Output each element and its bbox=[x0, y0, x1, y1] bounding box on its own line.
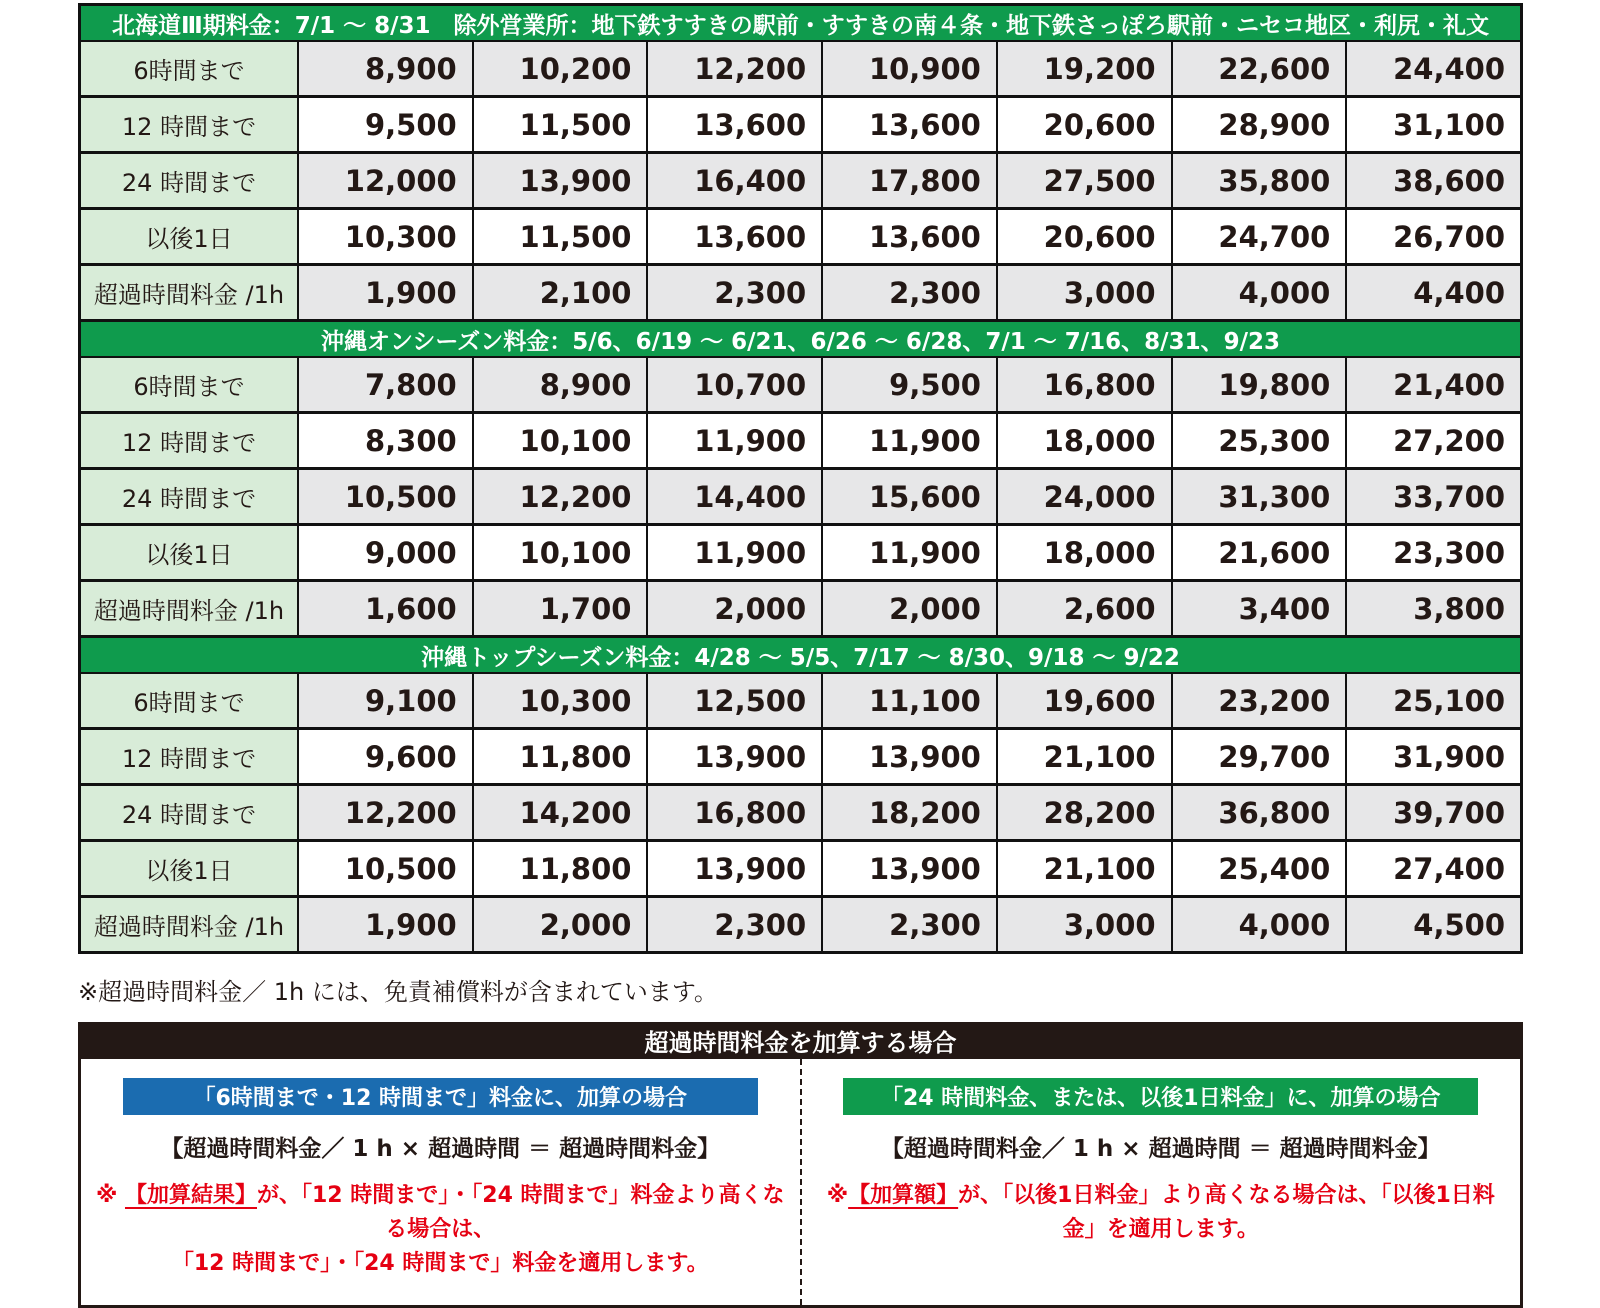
row-label: 超過時間料金 /1h bbox=[81, 582, 299, 635]
calc-panel-short-rental bbox=[81, 1059, 802, 1305]
row-label: 6時間まで bbox=[81, 674, 299, 727]
row-label: 6時間まで bbox=[81, 358, 299, 411]
price-cell: 14,400 bbox=[648, 470, 823, 523]
price-cell: 14,200 bbox=[474, 786, 649, 839]
calc-left-note-rest: が、「12 時間まで」・「24 時間まで」料金より高くなる場合は、 bbox=[257, 1183, 785, 1243]
table-row bbox=[81, 842, 1520, 898]
price-cell: 23,300 bbox=[1347, 526, 1520, 579]
price-cell: 16,400 bbox=[648, 154, 823, 207]
section-header: 沖縄オンシーズン料金：5/6、6/19 ～ 6/21、6/26 ～ 6/28、7/1 ～ 7/16、8/31、9/23 bbox=[81, 322, 1520, 358]
price-cell: 21,400 bbox=[1347, 358, 1520, 411]
price-cell: 2,300 bbox=[823, 266, 998, 319]
price-cell: 4,000 bbox=[1173, 266, 1348, 319]
price-cell: 9,100 bbox=[299, 674, 474, 727]
price-cell: 10,900 bbox=[823, 42, 998, 95]
calc-right-note-rest: が、「以後1日料金」より高くなる場合は、「以後1日料金」を適用します。 bbox=[958, 1183, 1495, 1243]
row-label: 24 時間まで bbox=[81, 786, 299, 839]
price-cell: 13,900 bbox=[648, 730, 823, 783]
price-cell: 13,900 bbox=[823, 842, 998, 895]
calc-left-header: 「6時間まで・12 時間まで」料金に、加算の場合 bbox=[123, 1078, 758, 1115]
price-cell: 7,800 bbox=[299, 358, 474, 411]
price-cell: 1,900 bbox=[299, 266, 474, 319]
table-row bbox=[81, 730, 1520, 786]
price-cell: 19,200 bbox=[998, 42, 1173, 95]
price-cell: 21,600 bbox=[1173, 526, 1348, 579]
price-cell: 3,000 bbox=[998, 266, 1173, 319]
calc-left-note-underlined: 【加算結果】 bbox=[124, 1183, 257, 1208]
calc-right-note bbox=[812, 1179, 1511, 1247]
row-label: 超過時間料金 /1h bbox=[81, 898, 299, 951]
price-cell: 8,900 bbox=[299, 42, 474, 95]
row-label: 以後1日 bbox=[81, 842, 299, 895]
price-cell: 25,300 bbox=[1173, 414, 1348, 467]
table-row bbox=[81, 414, 1520, 470]
price-cell: 27,500 bbox=[998, 154, 1173, 207]
price-cell: 11,800 bbox=[474, 842, 649, 895]
price-cell: 2,300 bbox=[648, 898, 823, 951]
row-label: 24 時間まで bbox=[81, 154, 299, 207]
price-cell: 1,700 bbox=[474, 582, 649, 635]
price-cell: 9,500 bbox=[299, 98, 474, 151]
table-row bbox=[81, 42, 1520, 98]
price-cell: 11,500 bbox=[474, 98, 649, 151]
price-cell: 13,900 bbox=[474, 154, 649, 207]
price-cell: 19,600 bbox=[998, 674, 1173, 727]
price-cell: 36,800 bbox=[1173, 786, 1348, 839]
price-cell: 20,600 bbox=[998, 98, 1173, 151]
price-cell: 4,000 bbox=[1173, 898, 1348, 951]
rate-sheet bbox=[78, 3, 1523, 1308]
price-cell: 2,000 bbox=[474, 898, 649, 951]
calc-left-note bbox=[91, 1179, 790, 1281]
price-cell: 12,000 bbox=[299, 154, 474, 207]
table-row bbox=[81, 582, 1520, 638]
table-row bbox=[81, 674, 1520, 730]
price-cell: 25,100 bbox=[1347, 674, 1520, 727]
price-cell: 9,600 bbox=[299, 730, 474, 783]
price-cell: 11,100 bbox=[823, 674, 998, 727]
price-cell: 13,900 bbox=[648, 842, 823, 895]
price-cell: 12,500 bbox=[648, 674, 823, 727]
table-row bbox=[81, 358, 1520, 414]
row-label: 24 時間まで bbox=[81, 470, 299, 523]
price-cell: 11,800 bbox=[474, 730, 649, 783]
price-cell: 18,000 bbox=[998, 414, 1173, 467]
price-cell: 1,900 bbox=[299, 898, 474, 951]
row-label: 6時間まで bbox=[81, 42, 299, 95]
table-row bbox=[81, 266, 1520, 322]
price-table bbox=[78, 3, 1523, 954]
price-cell: 24,700 bbox=[1173, 210, 1348, 263]
row-label: 以後1日 bbox=[81, 526, 299, 579]
price-cell: 18,200 bbox=[823, 786, 998, 839]
price-cell: 16,800 bbox=[648, 786, 823, 839]
table-row bbox=[81, 526, 1520, 582]
price-cell: 10,700 bbox=[648, 358, 823, 411]
calc-left-note-line2: 「12 時間まで」・「24 時間まで」料金を適用します。 bbox=[171, 1251, 709, 1277]
price-cell: 25,400 bbox=[1173, 842, 1348, 895]
price-cell: 31,300 bbox=[1173, 470, 1348, 523]
price-cell: 12,200 bbox=[648, 42, 823, 95]
price-cell: 2,600 bbox=[998, 582, 1173, 635]
price-cell: 24,000 bbox=[998, 470, 1173, 523]
price-cell: 21,100 bbox=[998, 842, 1173, 895]
calc-right-note-prefix: ※ bbox=[826, 1183, 849, 1208]
calc-left-formula: 【超過時間料金／ 1 h × 超過時間 ＝ 超過時間料金】 bbox=[160, 1136, 721, 1162]
price-cell: 39,700 bbox=[1347, 786, 1520, 839]
price-cell: 16,800 bbox=[998, 358, 1173, 411]
price-cell: 10,300 bbox=[474, 674, 649, 727]
price-cell: 4,500 bbox=[1347, 898, 1520, 951]
price-cell: 12,200 bbox=[299, 786, 474, 839]
price-cell: 11,900 bbox=[823, 526, 998, 579]
table-row bbox=[81, 470, 1520, 526]
calc-box bbox=[78, 1059, 1523, 1308]
price-cell: 11,900 bbox=[823, 414, 998, 467]
price-cell: 18,000 bbox=[998, 526, 1173, 579]
calc-panel-daily-rental bbox=[802, 1059, 1521, 1305]
section-header: 北海道Ⅲ期料金：7/1 ～ 8/31 除外営業所：地下鉄すすきの駅前・すすきの南４条・地下鉄さっぽろ駅前・ニセコ地区・利尻・礼文 bbox=[81, 6, 1520, 42]
price-cell: 27,400 bbox=[1347, 842, 1520, 895]
price-cell: 11,900 bbox=[648, 526, 823, 579]
table-row bbox=[81, 786, 1520, 842]
table-row bbox=[81, 898, 1520, 951]
price-cell: 3,400 bbox=[1173, 582, 1348, 635]
price-cell: 3,000 bbox=[998, 898, 1173, 951]
price-cell: 17,800 bbox=[823, 154, 998, 207]
price-cell: 13,600 bbox=[648, 98, 823, 151]
table-row bbox=[81, 98, 1520, 154]
section-header: 沖縄トップシーズン料金：4/28 ～ 5/5、7/17 ～ 8/30、9/18 ～ 9/22 bbox=[81, 638, 1520, 674]
price-cell: 13,600 bbox=[823, 210, 998, 263]
price-cell: 13,600 bbox=[823, 98, 998, 151]
row-label: 12 時間まで bbox=[81, 730, 299, 783]
price-cell: 38,600 bbox=[1347, 154, 1520, 207]
price-cell: 10,300 bbox=[299, 210, 474, 263]
row-label: 超過時間料金 /1h bbox=[81, 266, 299, 319]
price-cell: 11,500 bbox=[474, 210, 649, 263]
price-cell: 22,600 bbox=[1173, 42, 1348, 95]
price-cell: 2,300 bbox=[648, 266, 823, 319]
price-cell: 20,600 bbox=[998, 210, 1173, 263]
price-cell: 10,500 bbox=[299, 842, 474, 895]
price-cell: 4,400 bbox=[1347, 266, 1520, 319]
row-label: 12 時間まで bbox=[81, 414, 299, 467]
row-label: 以後1日 bbox=[81, 210, 299, 263]
row-label: 12 時間まで bbox=[81, 98, 299, 151]
price-cell: 8,900 bbox=[474, 358, 649, 411]
price-cell: 1,600 bbox=[299, 582, 474, 635]
price-cell: 13,600 bbox=[648, 210, 823, 263]
price-cell: 8,300 bbox=[299, 414, 474, 467]
price-cell: 9,000 bbox=[299, 526, 474, 579]
price-cell: 24,400 bbox=[1347, 42, 1520, 95]
price-cell: 31,100 bbox=[1347, 98, 1520, 151]
calc-right-header: 「24 時間料金、または、以後1日料金」に、加算の場合 bbox=[843, 1078, 1478, 1115]
excess-fee-footnote: ※超過時間料金／ 1h には、免責補償料が含まれています。 bbox=[78, 978, 718, 1006]
price-cell: 11,900 bbox=[648, 414, 823, 467]
price-cell: 9,500 bbox=[823, 358, 998, 411]
price-cell: 31,900 bbox=[1347, 730, 1520, 783]
price-cell: 10,500 bbox=[299, 470, 474, 523]
price-cell: 10,200 bbox=[474, 42, 649, 95]
calc-section-title: 超過時間料金を加算する場合 bbox=[78, 1022, 1523, 1059]
price-cell: 10,100 bbox=[474, 526, 649, 579]
table-row bbox=[81, 154, 1520, 210]
table-row bbox=[81, 210, 1520, 266]
price-cell: 2,000 bbox=[823, 582, 998, 635]
price-cell: 2,000 bbox=[648, 582, 823, 635]
price-cell: 3,800 bbox=[1347, 582, 1520, 635]
price-cell: 13,900 bbox=[823, 730, 998, 783]
price-cell: 2,100 bbox=[474, 266, 649, 319]
price-cell: 33,700 bbox=[1347, 470, 1520, 523]
price-cell: 28,900 bbox=[1173, 98, 1348, 151]
calc-left-note-prefix: ※ bbox=[95, 1183, 125, 1208]
price-cell: 19,800 bbox=[1173, 358, 1348, 411]
calc-right-note-underlined: 【加算額】 bbox=[848, 1183, 959, 1208]
price-cell: 10,100 bbox=[474, 414, 649, 467]
price-cell: 28,200 bbox=[998, 786, 1173, 839]
calc-right-formula: 【超過時間料金／ 1 h × 超過時間 ＝ 超過時間料金】 bbox=[880, 1136, 1441, 1162]
price-cell: 12,200 bbox=[474, 470, 649, 523]
price-cell: 21,100 bbox=[998, 730, 1173, 783]
price-cell: 29,700 bbox=[1173, 730, 1348, 783]
price-cell: 23,200 bbox=[1173, 674, 1348, 727]
price-cell: 27,200 bbox=[1347, 414, 1520, 467]
price-cell: 15,600 bbox=[823, 470, 998, 523]
price-cell: 2,300 bbox=[823, 898, 998, 951]
price-cell: 26,700 bbox=[1347, 210, 1520, 263]
price-cell: 35,800 bbox=[1173, 154, 1348, 207]
